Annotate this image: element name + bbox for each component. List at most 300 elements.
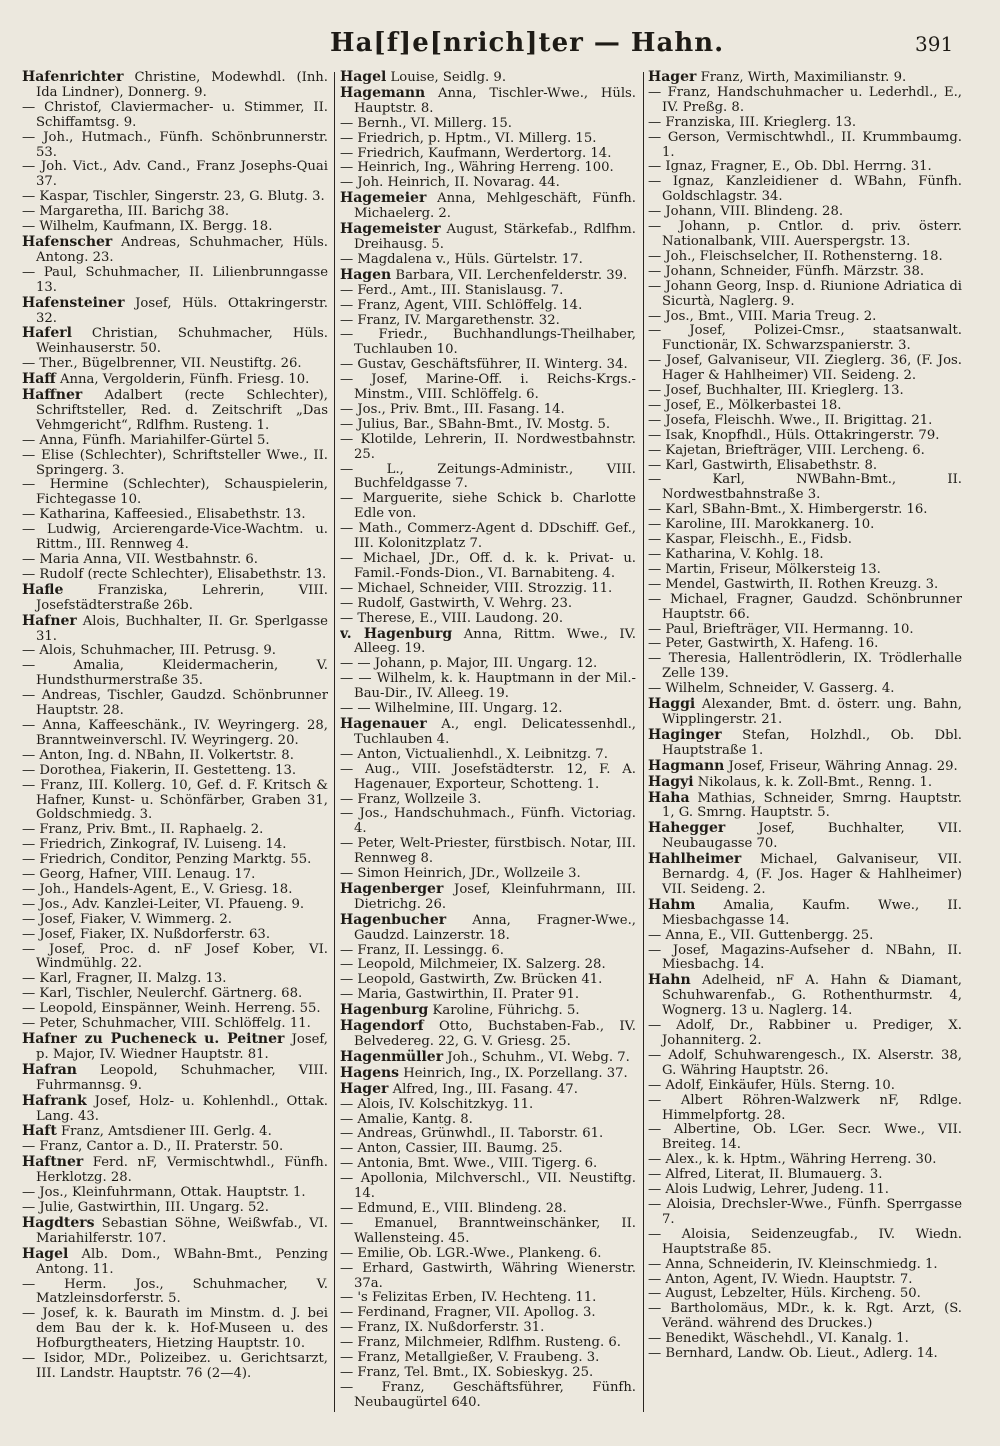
- entry-details: — Margaretha, III. Barichg 38.: [22, 204, 230, 220]
- directory-entry: [22, 1124, 328, 1140]
- entry-details: — Math., Commerz-Agent d. DDschiff. Gef., III. Kolonitzplatz 7.: [340, 521, 636, 552]
- entry-details: Alexander, Bmt. d. österr. ung. Bahn, Wipplingerstr. 21.: [662, 697, 962, 727]
- directory-entry: [648, 1049, 962, 1079]
- entry-details: — Ludwig, Arcierengarde-Vice-Wachtm. u. Rittm., III. Rennweg 4.: [22, 522, 328, 553]
- directory-entry: [648, 250, 962, 265]
- directory-entry: [340, 1142, 636, 1157]
- directory-entry: [648, 160, 962, 175]
- directory-entry: [22, 719, 328, 749]
- entry-details: — Jos., Bmt., VIII. Maria Treug. 2.: [648, 308, 877, 324]
- entry-details: — Johann, VIII. Blindeng. 28.: [648, 204, 844, 220]
- entry-details: — Julie, Gastwirthin, III. Ungarg. 52.: [22, 1199, 269, 1215]
- entry-details: — Isak, Knopfhdl., Hüls. Ottakringerstr. 79.: [648, 427, 940, 443]
- entry-details: Franz, Wirth, Maximilianstr. 9.: [696, 70, 907, 85]
- directory-entry: [340, 597, 636, 612]
- entry-surname: Haft: [22, 1123, 57, 1140]
- directory-entry: [648, 503, 962, 518]
- directory-entry: [22, 779, 328, 824]
- entry-details: — Jos., Adv. Kanzlei-Leiter, VI. Pfaueng. 9.: [22, 896, 305, 912]
- entry-surname: Haff: [22, 371, 56, 388]
- entry-details: Anna, Vergolderin, Fünfh. Friesg. 10.: [55, 372, 310, 388]
- directory-entry: [340, 1157, 636, 1172]
- directory-entry: [648, 533, 962, 548]
- directory-entry: [648, 444, 962, 459]
- directory-entry: [648, 1123, 962, 1153]
- directory-entry: [340, 403, 636, 418]
- entry-details: — Franz, Wollzeile 3.: [340, 791, 482, 807]
- entry-details: — Therese, E., VIII. Laudong. 20.: [340, 610, 564, 626]
- directory-entry: [340, 1351, 636, 1366]
- entry-details: — Joh., Handels-Agent, E., V. Griesg. 18.: [22, 881, 293, 897]
- entry-details: — Peter, Gastwirth, X. Hafeng. 16.: [648, 636, 879, 652]
- entry-surname: Hagenberger: [340, 880, 444, 897]
- entry-details: Alfred, Ing., III. Fasang. 47.: [388, 1081, 578, 1097]
- entry-details: Josef, Friseur, Währing Annag. 29.: [724, 758, 958, 774]
- directory-entry: [340, 253, 636, 268]
- page-header: [0, 28, 1000, 68]
- entry-details: — Alois, IV. Kolschitzkyg. 11.: [340, 1096, 534, 1112]
- entry-surname: Hagenbucher: [340, 911, 447, 928]
- entry-details: Nikolaus, k. k. Zoll-Bmt., Renng. 1.: [693, 774, 933, 790]
- directory-entry: [340, 1202, 636, 1217]
- entry-details: — Simon Heinrich, JDr., Wollzeile 3.: [340, 866, 581, 882]
- directory-entry: [22, 913, 328, 928]
- entry-details: — Franz, Metallgießer, V. Fraubeng. 3.: [340, 1350, 600, 1366]
- entry-details: — Mendel, Gastwirth, II. Rothen Kreuzg. 3.: [648, 576, 939, 592]
- entry-details: — Friedrich, Conditor, Penzing Marktg. 55.: [22, 852, 312, 868]
- directory-entry: [22, 1032, 328, 1063]
- entry-details: Ferd. nF, Vermischtwhdl., Fünfh. Herklotzg. 28.: [36, 1155, 328, 1186]
- directory-entry: [22, 478, 328, 508]
- entry-details: — Peter, Schuhmacher, VIII. Schlöffelg. 11.: [22, 1016, 311, 1032]
- directory-entry: [648, 898, 962, 929]
- directory-entry: [22, 943, 328, 973]
- directory-entry: [648, 652, 962, 682]
- entry-details: Josef, Holz- u. Kohlenhdl., Ottak. Lang. 43.: [36, 1093, 328, 1124]
- directory-entry: [340, 627, 636, 658]
- entry-details: — Michael, Fragner, Gaudzd. Schönbrunner Hauptstr. 66.: [648, 591, 962, 622]
- directory-entry: [648, 944, 962, 974]
- directory-entry: [648, 973, 962, 1019]
- directory-entry: [648, 682, 962, 697]
- directory-entry: [648, 205, 962, 220]
- entry-details: — Adolf, Schuhwarengesch., IX. Alserstr. 38, G. Währing Hauptstr. 26.: [648, 1047, 962, 1078]
- entry-details: — Ignaz, Kanzleidiener d. WBahn, Fünfh. Goldschlagstr. 34.: [648, 174, 962, 205]
- entry-details: — Kaspar, Fleischh., E., Fidsb.: [648, 532, 852, 548]
- directory-entry: [22, 838, 328, 853]
- entry-details: — Andreas, Tischler, Gaudzd. Schönbrunner Hauptstr. 28.: [22, 688, 328, 719]
- directory-entry: [340, 433, 636, 463]
- directory-entry: [648, 637, 962, 652]
- directory-entry: [648, 384, 962, 399]
- entry-details: Anna, Rittm. Wwe., IV. Alleeg. 19.: [354, 626, 636, 657]
- entry-surname: Hagemeier: [340, 190, 427, 207]
- entry-surname: Hahlheimer: [648, 851, 742, 868]
- entry-details: — Friedrich, Zinkograf, IV. Luiseng. 14.: [22, 837, 287, 853]
- directory-entry: [340, 1172, 636, 1202]
- entry-details: — Maria Anna, VII. Westbahnstr. 6.: [22, 552, 258, 567]
- directory-entry: [22, 614, 328, 645]
- entry-surname: Hagenauer: [340, 715, 427, 732]
- entry-details: — Friedr., Buchhandlungs-Theilhaber, Tuchlauben 10.: [340, 327, 636, 358]
- entry-details: — Anna, E., VII. Guttenbergg. 25.: [648, 927, 874, 943]
- directory-entry: [340, 702, 636, 717]
- entry-surname: Haggi: [648, 696, 696, 713]
- column-1: [22, 70, 328, 1420]
- entry-surname: Hafenrichter: [22, 70, 124, 85]
- entry-details: — Edmund, E., VIII. Blindeng. 28.: [340, 1200, 567, 1216]
- directory-entry: [648, 548, 962, 563]
- directory-entry: [22, 823, 328, 838]
- entry-surname: Hagenburg: [340, 1002, 429, 1019]
- entry-details: — — Wilhelmine, III. Ungarg. 12.: [340, 701, 563, 717]
- entry-details: — Michael, Schneider, VIII. Strozzig. 11.: [340, 580, 613, 596]
- directory-entry: [648, 563, 962, 578]
- directory-entry: [340, 1019, 636, 1050]
- directory-entry: [648, 1094, 962, 1124]
- entry-details: Mathias, Schneider, Smrng. Hauptstr. 1, G. Smrng. Hauptstr. 5.: [662, 790, 962, 821]
- entry-surname: Hagen: [340, 266, 392, 283]
- directory-entry: [340, 86, 636, 117]
- entry-details: — Josef, Buchhalter, III. Krieglerg. 13.: [648, 383, 904, 399]
- directory-entry: [22, 70, 328, 101]
- directory-entry: [22, 898, 328, 913]
- directory-entry: [648, 1019, 962, 1049]
- entry-details: — Amalie, Kantg. 8.: [340, 1111, 473, 1127]
- entry-details: — Andreas, Grünwhdl., II. Taborstr. 61.: [340, 1126, 604, 1142]
- entry-details: Stefan, Holzhdl., Ob. Dbl. Hauptstraße 1.: [662, 727, 962, 758]
- directory-entry: [22, 101, 328, 131]
- directory-entry: [340, 492, 636, 522]
- directory-entry: [340, 612, 636, 627]
- directory-entry: [22, 883, 328, 898]
- directory-entry: [340, 672, 636, 702]
- directory-entry: [22, 583, 328, 614]
- entry-details: Barbara, VII. Lerchenfelderstr. 39.: [391, 267, 628, 283]
- entry-surname: Hahn: [648, 972, 691, 989]
- directory-entry: [648, 775, 962, 791]
- entry-details: Anna, Mehlgeschäft, Fünfh. Michaelerg. 2.: [354, 191, 636, 222]
- entry-details: — August, Lebzelter, Hüls. Kircheng. 50.: [648, 1286, 921, 1302]
- entry-details: — Emanuel, Branntweinschänker, II. Wallensteing. 45.: [340, 1215, 636, 1246]
- entry-details: — Joh. Heinrich, II. Novarag. 44.: [340, 175, 560, 191]
- page-number: 391: [915, 32, 954, 56]
- entry-surname: Hager: [340, 1080, 389, 1097]
- entry-details: — Wilhelm, Schneider, V. Gasserg. 4.: [648, 681, 895, 697]
- entry-details: — Josefa, Fleischh. Wwe., II. Brigittag. 21.: [648, 412, 933, 428]
- directory-entry: [340, 1050, 636, 1066]
- directory-entry: [340, 1247, 636, 1262]
- entry-surname: Hagel: [22, 1245, 69, 1262]
- directory-entry: [22, 568, 328, 583]
- directory-entry: [22, 853, 328, 868]
- directory-entry: [648, 1302, 962, 1332]
- entry-details: — Alois, Schuhmacher, III. Petrusg. 9.: [22, 643, 276, 659]
- directory-entry: [340, 132, 636, 147]
- directory-entry: [648, 623, 962, 638]
- directory-entry: [340, 284, 636, 299]
- entry-surname: Hagemeister: [340, 221, 441, 238]
- entry-details: — Bernh., VI. Millerg. 15.: [340, 115, 512, 131]
- entry-surname: Hager: [648, 70, 697, 85]
- entry-details: — Klotilde, Lehrerin, II. Nordwestbahnstr. 25.: [340, 431, 636, 462]
- entry-details: — Amalia, Kleidermacherin, V. Hundsthurmerstraße 35.: [22, 658, 328, 689]
- directory-entry: [648, 116, 962, 131]
- entry-details: — 's Felizitas Erben, IV. Hechteng. 11.: [340, 1290, 597, 1306]
- directory-entry: [340, 1127, 636, 1142]
- entry-details: — Elise (Schlechter), Schriftsteller Wwe., II. Springerg. 3.: [22, 447, 328, 478]
- entry-details: — Apollonia, Milchverschl., VII. Neustiftg. 14.: [340, 1171, 636, 1202]
- entry-details: — Bartholomäus, MDr., k. k. Rgt. Arzt, (S. Veränd. während des Druckes.): [648, 1301, 962, 1332]
- directory-entry: [340, 748, 636, 763]
- directory-entry: [22, 1017, 328, 1032]
- directory-entry: [22, 449, 328, 479]
- entry-details: — Hermine (Schlechter), Schauspielerin, Fichtegasse 10.: [22, 477, 328, 508]
- entry-details: — Peter, Welt-Priester, fürstbisch. Notar, III. Rennweg 8.: [340, 836, 636, 867]
- entry-details: — Kaspar, Tischler, Singerstr. 23, G. Blutg. 3.: [22, 189, 325, 205]
- entry-details: — Johann Georg, Insp. d. Riunione Adriatica di Sicurtà, Naglerg. 9.: [648, 278, 962, 309]
- entry-details: — Rudolf (recte Schlechter), Elisabethstr. 13.: [22, 566, 327, 582]
- directory-entry: [648, 791, 962, 822]
- entry-details: Michael, Galvaniseur, VII. Bernardg. 4, (F. Jos. Hager & Hahlheimer) VII. Seideng. 2.: [662, 852, 962, 897]
- entry-details: Anna, Tischler-Wwe., Hüls. Hauptstr. 8.: [354, 85, 636, 116]
- directory-entry: [22, 1063, 328, 1094]
- entry-details: — Franz, IV. Margarethenstr. 32.: [340, 312, 560, 328]
- entry-details: — Jos., Kleinfuhrmann, Ottak. Hauptstr. 1.: [22, 1185, 306, 1201]
- directory-entry: [22, 1094, 328, 1125]
- entry-surname: Hahegger: [648, 820, 726, 837]
- entry-details: — Kajetan, Briefträger, VIII. Lercheng. 6.: [648, 442, 925, 458]
- entry-details: — Franz, Cantor a. D., II. Praterstr. 50.: [22, 1139, 284, 1155]
- directory-entry: [340, 657, 636, 672]
- entry-details: Karoline, Führichg. 5.: [428, 1003, 580, 1019]
- directory-entry: [340, 807, 636, 837]
- directory-entry: [22, 1216, 328, 1247]
- directory-entry: [340, 867, 636, 882]
- entry-details: Leopold, Schuhmacher, VIII. Fuhrmannsg. 9.: [36, 1062, 328, 1093]
- entry-details: Louise, Seidlg. 9.: [386, 70, 507, 85]
- directory-entry: [340, 763, 636, 793]
- entry-details: — Georg, Hafner, VIII. Lenaug. 17.: [22, 867, 256, 883]
- entry-details: — Jos., Handschuhmach., Fünfh. Victoriag. 4.: [340, 806, 636, 837]
- entry-surname: Hagendorf: [340, 1018, 424, 1035]
- directory-entry: [340, 793, 636, 808]
- directory-entry: [22, 357, 328, 372]
- entry-details: — Josef, Fiaker, V. Wimmerg. 2.: [22, 911, 232, 927]
- entry-details: — Josef, Proc. d. nF Josef Kober, VI. Windmühlg. 22.: [22, 941, 328, 972]
- directory-entry: [340, 988, 636, 1003]
- directory-entry: [340, 837, 636, 867]
- entry-details: — Franz, III. Kollerg. 10, Gef. d. F. Kritsch & Hafner, Kunst- u. Schönfärber, Graben 31, Goldschmiedg. 3.: [22, 777, 328, 823]
- directory-entry: [648, 324, 962, 354]
- entry-details: — Josef, k. k. Baurath im Minstm. d. J. bei dem Bau der k. k. Hof-Museen u. des Hofburgtheaters, Hietzing Hauptstr. 10.: [22, 1306, 328, 1352]
- entry-details: Heinrich, Ing., IX. Porzellang. 37.: [399, 1065, 628, 1081]
- entry-details: — L., Zeitungs-Administr., VIII. Buchfeldgasse 7.: [340, 461, 636, 492]
- directory-entry: [648, 1332, 962, 1347]
- entry-details: — Isidor, MDr., Polizeibez. u. Gerichtsarzt, III. Landstr. Hauptstr. 76 (2—4).: [22, 1351, 328, 1381]
- entry-details: — Johann, p. Cntlor. d. priv. österr. Nationalbank, VIII. Auerspergstr. 13.: [648, 219, 962, 249]
- entry-details: — Friedrich, Kaufmann, Werdertorg. 14.: [340, 145, 612, 161]
- entry-surname: Haffner: [22, 387, 83, 404]
- entry-details: — Franz, Handschuhmacher u. Lederhdl., E., IV. Preßg. 8.: [648, 84, 962, 115]
- entry-details: Josef, p. Major, IV. Wiedner Hauptstr. 81.: [36, 1032, 328, 1062]
- directory-entry: [22, 1002, 328, 1017]
- entry-details: — Ignaz, Fragner, E., Ob. Dbl. Herrng. 31.: [648, 159, 932, 175]
- entry-details: Josef, Hüls. Ottakringerstr. 32.: [36, 295, 328, 326]
- entry-surname: Hagens: [340, 1064, 400, 1081]
- entry-surname: Hafensteiner: [22, 294, 125, 311]
- entry-details: — Karl, NWBahn-Bmt., II. Nordwestbahnstraße 3.: [648, 472, 962, 503]
- directory-entry: [340, 1003, 636, 1019]
- entry-details: — Dorothea, Fiakerin, II. Gestetteng. 13.: [22, 762, 297, 778]
- entry-details: Josef, Kleinfuhrmann, III. Dietrichg. 26.: [354, 881, 636, 912]
- entry-details: — Ther., Bügelbrenner, VII. Neustiftg. 26.: [22, 356, 302, 372]
- entry-surname: Hahm: [648, 896, 696, 913]
- running-head: Ha[f]e[nrich]ter — Hahn.: [330, 28, 725, 58]
- entry-details: Adalbert (recte Schlechter), Schriftsteller, Red. d. Zeitschrift „Das Vehmgericht“, Rdlfhm. Rusteng. 1.: [36, 388, 328, 433]
- entry-details: — Paul, Briefträger, VII. Hermanng. 10.: [648, 621, 914, 637]
- directory-entry: [648, 1079, 962, 1094]
- directory-entry: [648, 1258, 962, 1273]
- directory-entry: [648, 1198, 962, 1228]
- directory-entry: [340, 1082, 636, 1098]
- directory-entry: [22, 1155, 328, 1186]
- entry-details: Franziska, Lehrerin, VIII. Josefstädterstraße 26b.: [36, 582, 328, 613]
- directory-entry: [22, 434, 328, 449]
- entry-details: Adelheid, nF A. Hahn & Diamant, Schuhwarenfab., G. Rothenthurmstr. 4, Wognerg. 13 u. Naglerg. 14.: [662, 973, 962, 1019]
- directory-entry: [648, 697, 962, 728]
- directory-entry: [22, 388, 328, 434]
- entry-details: — Aloisia, Drechsler-Wwe., Fünfh. Sperrgasse 7.: [648, 1196, 962, 1227]
- directory-entry: [340, 373, 636, 403]
- directory-entry: [340, 117, 636, 132]
- column-divider: [334, 72, 335, 1412]
- entry-details: Alb. Dom., WBahn-Bmt., Penzing Antong. 11.: [36, 1246, 328, 1277]
- entry-surname: Hafner zu Pucheneck u. Peitner: [22, 1031, 285, 1047]
- entry-details: — Gerson, Vermischtwhdl., II. Krummbaumg. 1.: [648, 129, 962, 160]
- entry-details: Andreas, Schuhmacher, Hüls. Antong. 23.: [36, 234, 328, 265]
- directory-entry: [340, 268, 636, 284]
- directory-entry: [22, 508, 328, 523]
- entry-surname: Haha: [648, 789, 690, 806]
- directory-entry: [648, 728, 962, 759]
- directory-entry: [340, 418, 636, 433]
- directory-entry: [648, 1273, 962, 1288]
- entry-surname: Haferl: [22, 325, 72, 342]
- entry-details: A., engl. Delicatessenhdl., Tuchlauben 4.: [354, 716, 636, 747]
- directory-entry: [340, 191, 636, 222]
- entry-surname: Hagyi: [648, 773, 694, 790]
- entry-details: — — Johann, p. Major, III. Ungarg. 12.: [340, 656, 598, 672]
- directory-entry: [340, 882, 636, 913]
- directory-entry: [648, 1168, 962, 1183]
- directory-entry: [22, 1186, 328, 1201]
- entry-surname: Hagmann: [648, 757, 725, 774]
- entry-details: Alois, Buchhalter, II. Gr. Sperlgasse 31.: [36, 613, 328, 644]
- entry-details: — Jos., Priv. Bmt., III. Fasang. 14.: [340, 401, 565, 417]
- entry-details: — Leopold, Einspänner, Weinh. Herreng. 55.: [22, 1001, 321, 1017]
- entry-details: — Wilhelm, Kaufmann, IX. Bergg. 18.: [22, 219, 273, 235]
- directory-entry: [340, 1098, 636, 1113]
- entry-details: — Karoline, III. Marokkanerg. 10.: [648, 517, 875, 533]
- entry-details: — Gustav, Geschäftsführer, II. Winterg. 34.: [340, 357, 628, 373]
- entry-details: Joh., Schuhm., VI. Webg. 7.: [443, 1049, 630, 1065]
- entry-details: Christian, Schuhmacher, Hüls. Weinhauserstr. 50.: [36, 326, 328, 357]
- directory-entry: [22, 190, 328, 205]
- entry-details: — Josef, Polizei-Cmsr., staatsanwalt. Functionär, IX. Schwarzspanierstr. 3.: [648, 323, 962, 354]
- entry-details: — Leopold, Milchmeier, IX. Salzerg. 28.: [340, 957, 606, 973]
- directory-entry: [340, 958, 636, 973]
- directory-entry: [648, 399, 962, 414]
- directory-entry: [22, 1247, 328, 1278]
- entry-surname: v. Hagenburg: [340, 625, 453, 642]
- directory-entry: [22, 131, 328, 161]
- directory-entry: [648, 578, 962, 593]
- column-2: [340, 70, 636, 1420]
- entry-details: — Franz, II. Lessingg. 6.: [340, 942, 504, 958]
- entry-surname: Hagenmüller: [340, 1048, 444, 1065]
- entry-surname: Hafran: [22, 1061, 77, 1078]
- directory-entry: [340, 70, 636, 86]
- directory-entry: [340, 1306, 636, 1321]
- directory-entry: [22, 764, 328, 779]
- entry-details: Anna, Fragner-Wwe., Gaudzd. Lainzerstr. 18.: [354, 912, 636, 943]
- directory-entry: [22, 644, 328, 659]
- directory-entry: [22, 553, 328, 568]
- directory-entry: [648, 1183, 962, 1198]
- directory-entry: [340, 358, 636, 373]
- entry-details: — Franz, Geschäftsführer, Fünfh. Neubaugürtel 640.: [340, 1379, 636, 1410]
- directory-entry: [648, 131, 962, 161]
- entry-details: — Joh. Vict., Adv. Cand., Franz Josephs-Quai 37.: [22, 159, 328, 190]
- entry-details: — Karl, Tischler, Neulerchf. Gärtnerg. 68.: [22, 986, 303, 1002]
- directory-entry: [340, 1381, 636, 1411]
- directory-entry: [340, 147, 636, 162]
- entry-details: — Erhard, Gastwirth, Währing Wienerstr. 37a.: [340, 1260, 636, 1291]
- entry-surname: Hagemann: [340, 84, 426, 101]
- entry-details: — Aug., VIII. Josefstädterstr. 12, F. A. Hagenauer, Exporteur, Schotteng. 1.: [340, 761, 636, 792]
- directory-entry: [648, 518, 962, 533]
- entry-details: — Joh., Fleischselcher, II. Rothensterng. 18.: [648, 248, 943, 264]
- entry-details: — Rudolf, Gastwirth, V. Wehrg. 23.: [340, 595, 573, 611]
- directory-entry: [648, 821, 962, 852]
- entry-details: — Anton, Victualienhdl., X. Leibnitzg. 7.: [340, 746, 608, 762]
- directory-entry: [648, 1287, 962, 1302]
- entry-details: — Emilie, Ob. LGR.-Wwe., Plankeng. 6.: [340, 1245, 602, 1261]
- directory-entry: [340, 176, 636, 191]
- entry-details: — Aloisia, Seidenzeugfab., IV. Wiedn. Hauptstraße 85.: [648, 1226, 962, 1257]
- entry-details: — Adolf, Einkäufer, Hüls. Sterng. 10.: [648, 1077, 895, 1093]
- directory-entry: [340, 944, 636, 959]
- directory-entry: [340, 973, 636, 988]
- entry-details: — Herm. Jos., Schuhmacher, V. Matzleinsdorferstr. 5.: [22, 1276, 328, 1307]
- directory-entry: [648, 759, 962, 775]
- entry-details: Christine, Modewhdl. (Inh. Ida Lindner), Donnerg. 9.: [36, 70, 328, 100]
- entry-details: — Antonia, Bmt. Wwe., VIII. Tigerg. 6.: [340, 1156, 598, 1172]
- directory-entry: [648, 265, 962, 280]
- entry-details: — Adolf, Dr., Rabbiner u. Prediger, X. Johanniterg. 2.: [648, 1018, 962, 1048]
- entry-details: Amalia, Kaufm. Wwe., II. Miesbachgasse 14.: [662, 897, 962, 928]
- entry-details: — Josef, Marine-Off. i. Reichs-Krgs.-Minstm., VIII. Schlöffelg. 6.: [340, 372, 636, 403]
- directory-entry: [22, 659, 328, 689]
- entry-details: — Josef, Galvaniseur, VII. Zieglerg. 36, (F. Jos. Hager & Hahlheimer) VII. Seideng. 2.: [648, 353, 962, 384]
- entry-surname: Hagdters: [22, 1214, 95, 1231]
- entry-details: — Theresia, Hallentrödlerin, IX. Trödlerhalle Zelle 139.: [648, 651, 962, 682]
- entry-details: — Franz, Milchmeier, Rdlfhm. Rusteng. 6.: [340, 1335, 621, 1351]
- directory-entry: [340, 913, 636, 944]
- directory-entry: [22, 523, 328, 553]
- entry-details: — Franz, Tel. Bmt., IX. Sobieskyg. 25.: [340, 1364, 594, 1380]
